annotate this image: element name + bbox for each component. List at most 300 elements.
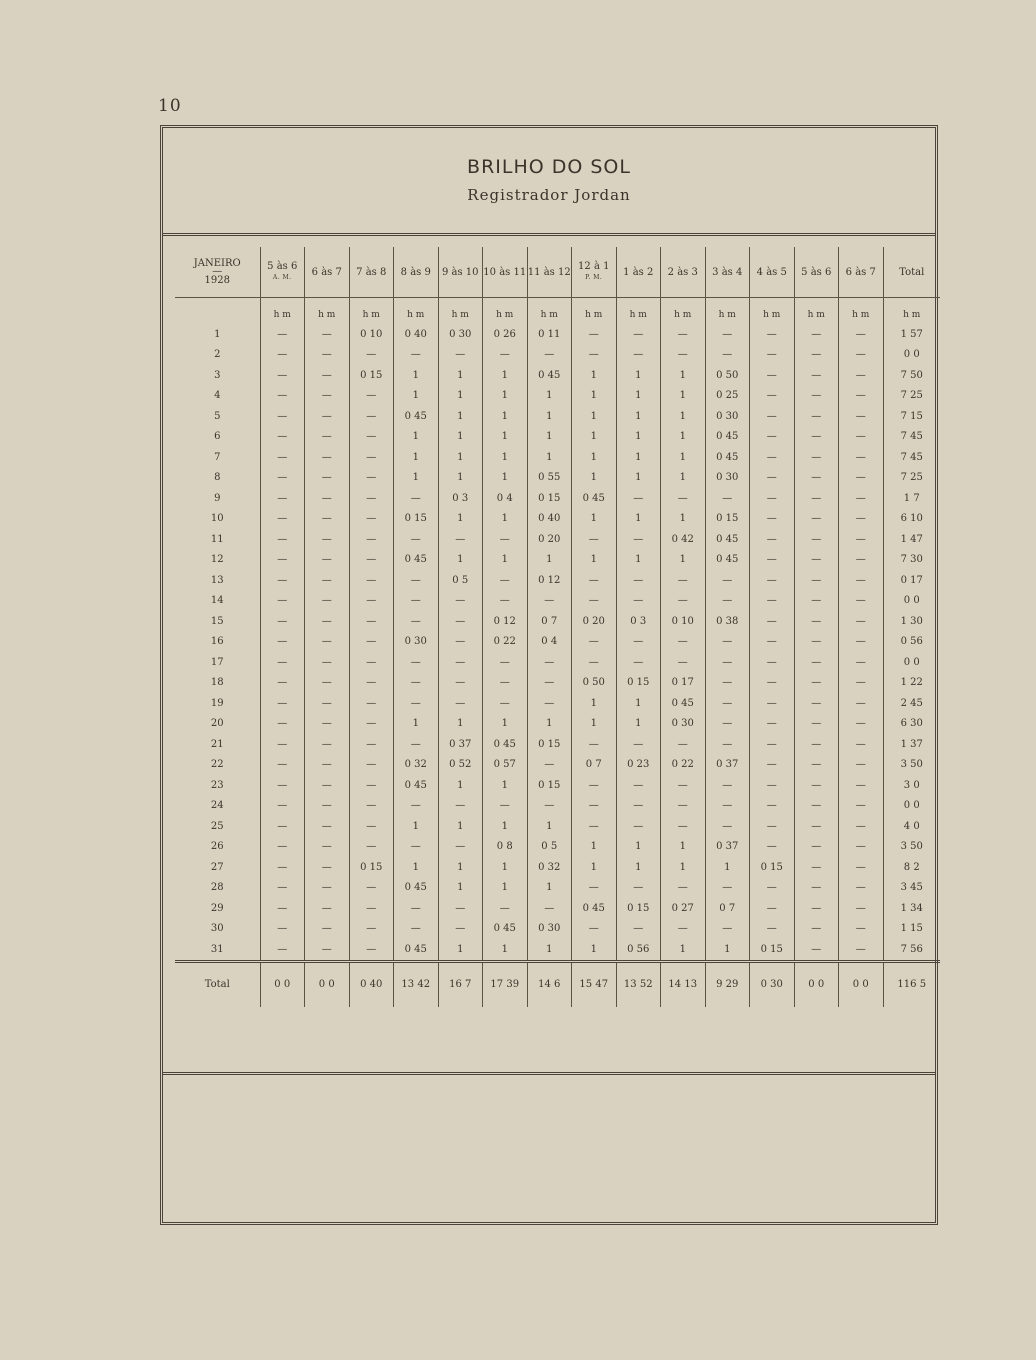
hour-value: — xyxy=(750,468,795,489)
hour-value: — xyxy=(305,775,350,796)
total-value: 16 7 xyxy=(438,961,483,1007)
hour-value: 0 4 xyxy=(483,488,528,509)
hour-value: — xyxy=(750,591,795,612)
hour-value: — xyxy=(839,447,884,468)
hour-value: — xyxy=(750,386,795,407)
hour-value: — xyxy=(616,591,661,612)
hour-value: — xyxy=(305,796,350,817)
day-number: 7 xyxy=(214,451,221,463)
hour-value: 1 xyxy=(483,878,528,899)
unit-label: h m xyxy=(839,298,884,325)
hour-value: — xyxy=(305,509,350,530)
column-header xyxy=(794,247,839,298)
hour-value: — xyxy=(305,550,350,571)
hour-value: 1 xyxy=(616,509,661,530)
day-number: 15 xyxy=(210,615,224,627)
hour-value: — xyxy=(349,816,394,837)
hour-value: 0 45 xyxy=(483,734,528,755)
day-number: 20 xyxy=(210,718,224,730)
hour-value: — xyxy=(349,591,394,612)
hour-value: — xyxy=(305,447,350,468)
hour-value: 0 12 xyxy=(483,611,528,632)
hour-value: 0 17 xyxy=(661,673,706,694)
hour-value: 1 xyxy=(661,939,706,961)
hour-value: 7 30 xyxy=(883,550,940,571)
total-value: 17 39 xyxy=(483,961,528,1007)
hour-value: — xyxy=(794,714,839,735)
hour-value: 3 50 xyxy=(883,837,940,858)
hour-value: — xyxy=(394,591,439,612)
table-row xyxy=(175,488,940,509)
hour-value: — xyxy=(572,816,617,837)
hour-value: — xyxy=(305,652,350,673)
column-header-label: 7 às 8 xyxy=(356,266,387,278)
hour-value: — xyxy=(616,734,661,755)
hour-value: 7 56 xyxy=(883,939,940,961)
hour-value: — xyxy=(661,632,706,653)
hour-value: — xyxy=(705,878,750,899)
hour-value: — xyxy=(616,324,661,345)
hour-value: — xyxy=(794,919,839,940)
hour-value: — xyxy=(705,775,750,796)
table-row xyxy=(175,714,940,735)
hour-value: — xyxy=(260,878,305,899)
hour-value: — xyxy=(705,632,750,653)
hour-value: 7 45 xyxy=(883,427,940,448)
hour-value: 0 45 xyxy=(394,878,439,899)
hour-value: — xyxy=(839,550,884,571)
hour-value: — xyxy=(260,324,305,345)
hour-value: — xyxy=(750,796,795,817)
unit-label: h m xyxy=(483,298,528,325)
hour-value: — xyxy=(616,632,661,653)
unit-label: h m xyxy=(572,298,617,325)
month-label: JANEIRO xyxy=(193,258,241,269)
hour-value: — xyxy=(572,919,617,940)
hour-value: — xyxy=(349,919,394,940)
table-row xyxy=(175,570,940,591)
hour-value: 0 55 xyxy=(527,468,572,489)
table-row xyxy=(175,652,940,673)
hour-value: — xyxy=(260,406,305,427)
hour-value: — xyxy=(394,693,439,714)
column-header xyxy=(260,247,305,298)
hour-value: — xyxy=(794,939,839,961)
day-number: 31 xyxy=(210,943,224,955)
hour-value: — xyxy=(527,755,572,776)
hour-value: — xyxy=(305,632,350,653)
hour-value: 1 xyxy=(572,714,617,735)
hour-value: — xyxy=(260,570,305,591)
hour-value: — xyxy=(305,898,350,919)
hour-value: — xyxy=(394,919,439,940)
hour-value: — xyxy=(839,796,884,817)
hour-value: — xyxy=(394,570,439,591)
hour-value: 0 10 xyxy=(661,611,706,632)
hour-value: — xyxy=(305,365,350,386)
column-header xyxy=(661,247,706,298)
hour-value: — xyxy=(750,509,795,530)
hour-value: — xyxy=(839,468,884,489)
table-row xyxy=(175,550,940,571)
title-block xyxy=(163,128,935,236)
total-value: 116 5 xyxy=(883,961,940,1007)
hour-value: — xyxy=(616,796,661,817)
table-row xyxy=(175,611,940,632)
total-value: 0 0 xyxy=(794,961,839,1007)
hour-value: 1 xyxy=(661,509,706,530)
hour-value: 0 0 xyxy=(883,796,940,817)
day-number: 23 xyxy=(210,779,224,791)
hour-value: — xyxy=(483,652,528,673)
hour-value: 1 22 xyxy=(883,673,940,694)
hour-value: — xyxy=(305,939,350,961)
hour-value: 0 30 xyxy=(394,632,439,653)
hour-value: — xyxy=(839,673,884,694)
day-number: 5 xyxy=(214,410,221,422)
hour-value: — xyxy=(794,447,839,468)
hour-value: — xyxy=(305,529,350,550)
hour-value: 1 xyxy=(483,447,528,468)
hour-value: — xyxy=(661,796,706,817)
hour-value: 0 22 xyxy=(661,755,706,776)
hour-value: — xyxy=(839,734,884,755)
hour-value: 0 45 xyxy=(661,693,706,714)
hour-value: 7 45 xyxy=(883,447,940,468)
day-number: 24 xyxy=(210,800,224,812)
hour-value: 1 xyxy=(483,857,528,878)
hour-value: — xyxy=(839,509,884,530)
hour-value: 1 xyxy=(661,550,706,571)
hour-value: — xyxy=(305,837,350,858)
hour-value: — xyxy=(750,693,795,714)
unit-label: h m xyxy=(705,298,750,325)
hour-value: — xyxy=(349,509,394,530)
hour-value: 8 2 xyxy=(883,857,940,878)
hour-value: — xyxy=(750,345,795,366)
hour-value: 1 xyxy=(572,837,617,858)
hour-value: — xyxy=(839,816,884,837)
hour-value: — xyxy=(438,529,483,550)
hour-value: — xyxy=(572,591,617,612)
hour-value: — xyxy=(839,570,884,591)
hour-value: — xyxy=(794,837,839,858)
unit-label: h m xyxy=(305,298,350,325)
hour-value: 1 xyxy=(661,365,706,386)
hour-value: — xyxy=(260,919,305,940)
hour-value: 1 xyxy=(572,509,617,530)
hour-value: 1 xyxy=(616,714,661,735)
hour-value: 0 45 xyxy=(527,365,572,386)
hour-value: 1 xyxy=(394,365,439,386)
hour-value: 1 xyxy=(438,816,483,837)
hour-value: — xyxy=(794,468,839,489)
column-header-label: 1 às 2 xyxy=(623,266,654,278)
table-row xyxy=(175,406,940,427)
hour-value: — xyxy=(750,365,795,386)
hour-value: — xyxy=(661,919,706,940)
total-value: 14 13 xyxy=(661,961,706,1007)
hour-value: — xyxy=(750,837,795,858)
hour-value: 0 7 xyxy=(527,611,572,632)
hour-value: — xyxy=(794,611,839,632)
hour-value: 1 xyxy=(661,857,706,878)
hour-value: 0 15 xyxy=(349,857,394,878)
table-row xyxy=(175,755,940,776)
hour-value: 1 xyxy=(438,427,483,448)
hour-value: 1 xyxy=(705,939,750,961)
hour-value: — xyxy=(438,919,483,940)
table-row xyxy=(175,324,940,345)
hour-value: — xyxy=(839,857,884,878)
hour-value: — xyxy=(349,447,394,468)
hour-value: 0 7 xyxy=(705,898,750,919)
hour-value: 0 50 xyxy=(572,673,617,694)
hour-value: — xyxy=(750,406,795,427)
hour-value: 0 20 xyxy=(527,529,572,550)
hour-value: — xyxy=(527,898,572,919)
day-number: 26 xyxy=(210,841,224,853)
total-value: 0 40 xyxy=(349,961,394,1007)
column-header-label: 11 às 12 xyxy=(527,266,571,278)
day-number: 2 xyxy=(214,349,221,361)
hour-value: — xyxy=(394,529,439,550)
hour-value: — xyxy=(839,714,884,735)
column-header xyxy=(839,247,884,298)
hour-value: 1 34 xyxy=(883,898,940,919)
hour-value: 1 xyxy=(438,468,483,489)
hour-value: 0 26 xyxy=(483,324,528,345)
hour-value: 1 xyxy=(483,468,528,489)
hour-value: 0 45 xyxy=(705,447,750,468)
hour-value: — xyxy=(349,529,394,550)
day-number: 4 xyxy=(214,390,221,402)
hour-value: — xyxy=(305,857,350,878)
hour-value: — xyxy=(349,673,394,694)
hour-value: — xyxy=(750,775,795,796)
hour-value: — xyxy=(750,898,795,919)
column-header-label: 2 às 3 xyxy=(667,266,698,278)
hour-value: — xyxy=(483,673,528,694)
total-value: 15 47 xyxy=(572,961,617,1007)
total-value: 9 29 xyxy=(705,961,750,1007)
hour-value: — xyxy=(661,324,706,345)
hour-value: 7 50 xyxy=(883,365,940,386)
hour-value: — xyxy=(794,755,839,776)
hour-value: — xyxy=(349,939,394,961)
hour-value: — xyxy=(305,324,350,345)
hour-value: — xyxy=(483,898,528,919)
column-header xyxy=(305,247,350,298)
hour-value: — xyxy=(750,488,795,509)
hour-value: 0 10 xyxy=(349,324,394,345)
hour-value: — xyxy=(794,365,839,386)
hour-value: 1 xyxy=(438,550,483,571)
table-row xyxy=(175,386,940,407)
hour-value: 0 15 xyxy=(750,857,795,878)
table-row xyxy=(175,837,940,858)
hour-value: 0 15 xyxy=(527,734,572,755)
hour-value: 1 xyxy=(483,816,528,837)
hour-value: — xyxy=(839,652,884,673)
hour-value: — xyxy=(839,632,884,653)
hour-value: 0 17 xyxy=(883,570,940,591)
hour-value: — xyxy=(750,529,795,550)
hour-value: — xyxy=(305,734,350,755)
hour-value: — xyxy=(839,365,884,386)
hour-value: 0 25 xyxy=(705,386,750,407)
hour-value: 1 xyxy=(438,365,483,386)
hour-value: — xyxy=(794,632,839,653)
hour-value: — xyxy=(572,734,617,755)
hour-value: 1 30 xyxy=(883,611,940,632)
hour-value: — xyxy=(705,714,750,735)
hour-value: — xyxy=(349,796,394,817)
hour-value: 1 xyxy=(527,939,572,961)
hour-value: 0 0 xyxy=(883,345,940,366)
column-header-period: A. M. xyxy=(272,274,292,281)
hour-value: — xyxy=(349,550,394,571)
hour-value: 0 40 xyxy=(527,509,572,530)
hour-value: — xyxy=(438,837,483,858)
hour-value: 0 38 xyxy=(705,611,750,632)
total-value: 0 0 xyxy=(260,961,305,1007)
table-row xyxy=(175,878,940,899)
hour-value: — xyxy=(705,345,750,366)
hour-value: — xyxy=(260,345,305,366)
hour-value: 0 22 xyxy=(483,632,528,653)
hour-value: — xyxy=(260,673,305,694)
hour-value: — xyxy=(750,673,795,694)
hour-value: — xyxy=(349,632,394,653)
hour-value: — xyxy=(705,919,750,940)
column-header xyxy=(438,247,483,298)
hour-value: — xyxy=(750,734,795,755)
hour-value: 1 xyxy=(527,816,572,837)
hour-value: 1 xyxy=(394,857,439,878)
hour-value: — xyxy=(794,570,839,591)
hour-value: — xyxy=(260,529,305,550)
page-subtitle: Registrador Jordan xyxy=(467,186,631,204)
hour-value: — xyxy=(349,693,394,714)
hour-value: — xyxy=(260,611,305,632)
hour-value: 0 0 xyxy=(883,591,940,612)
hour-value: — xyxy=(305,755,350,776)
hour-value: — xyxy=(794,427,839,448)
hour-value: — xyxy=(305,570,350,591)
table-body xyxy=(175,298,940,1007)
hour-value: 0 20 xyxy=(572,611,617,632)
hour-value: 1 xyxy=(483,714,528,735)
hour-value: 0 45 xyxy=(394,939,439,961)
hour-value: — xyxy=(305,406,350,427)
hour-value: 0 45 xyxy=(394,406,439,427)
hour-value: 1 xyxy=(527,550,572,571)
day-number: 10 xyxy=(210,513,224,525)
hour-value: — xyxy=(349,775,394,796)
sunshine-table xyxy=(175,247,940,1007)
hour-value: — xyxy=(839,775,884,796)
hour-value: 1 xyxy=(661,386,706,407)
hour-value: 1 xyxy=(527,406,572,427)
hour-value: — xyxy=(438,673,483,694)
table-row xyxy=(175,632,940,653)
total-value: 0 30 xyxy=(750,961,795,1007)
hour-value: — xyxy=(705,816,750,837)
day-number: 18 xyxy=(210,677,224,689)
hour-value: — xyxy=(305,427,350,448)
hour-value: — xyxy=(794,775,839,796)
hour-value: — xyxy=(527,796,572,817)
hour-value: — xyxy=(750,816,795,837)
hour-value: — xyxy=(750,878,795,899)
hour-value: 1 xyxy=(438,714,483,735)
hour-value: 1 xyxy=(438,775,483,796)
hour-value: 1 xyxy=(661,837,706,858)
column-header-label: 10 às 11 xyxy=(483,266,527,278)
hour-value: — xyxy=(438,693,483,714)
hour-value: 1 xyxy=(527,447,572,468)
hour-value: — xyxy=(794,386,839,407)
hour-value: — xyxy=(305,488,350,509)
hour-value: — xyxy=(305,816,350,837)
hour-value: 1 xyxy=(705,857,750,878)
hour-value: — xyxy=(661,734,706,755)
hour-value: — xyxy=(260,939,305,961)
hour-value: 1 47 xyxy=(883,529,940,550)
hour-value: — xyxy=(305,591,350,612)
column-header xyxy=(527,247,572,298)
hour-value: — xyxy=(260,386,305,407)
hour-value: — xyxy=(794,509,839,530)
hour-value: — xyxy=(750,919,795,940)
hour-value: 1 xyxy=(483,939,528,961)
hour-value: — xyxy=(839,837,884,858)
hour-value: — xyxy=(349,734,394,755)
unit-label: h m xyxy=(527,298,572,325)
hour-value: 0 15 xyxy=(394,509,439,530)
hour-value: 1 xyxy=(616,468,661,489)
hour-value: 1 xyxy=(527,878,572,899)
hour-value: — xyxy=(260,652,305,673)
hour-value: — xyxy=(438,898,483,919)
hour-value: 1 xyxy=(572,468,617,489)
hour-value: — xyxy=(750,324,795,345)
hour-value: 0 15 xyxy=(705,509,750,530)
column-header-label: 5 às 6 xyxy=(801,266,832,278)
hour-value: — xyxy=(438,652,483,673)
hour-value: — xyxy=(750,632,795,653)
hour-value: 0 0 xyxy=(883,652,940,673)
table-row xyxy=(175,345,940,366)
day-number: 16 xyxy=(210,636,224,648)
hour-value: — xyxy=(260,837,305,858)
hour-value: 0 56 xyxy=(883,632,940,653)
day-number: 19 xyxy=(210,697,224,709)
column-header xyxy=(483,247,528,298)
unit-label: h m xyxy=(260,298,305,325)
hour-value: — xyxy=(705,734,750,755)
hour-value: — xyxy=(305,345,350,366)
unit-label: h m xyxy=(750,298,795,325)
hour-value: — xyxy=(394,796,439,817)
hour-value: 0 52 xyxy=(438,755,483,776)
hour-value: 1 xyxy=(616,550,661,571)
hour-value: 0 12 xyxy=(527,570,572,591)
hour-value: — xyxy=(705,324,750,345)
hour-value: — xyxy=(438,591,483,612)
hour-value: — xyxy=(349,878,394,899)
